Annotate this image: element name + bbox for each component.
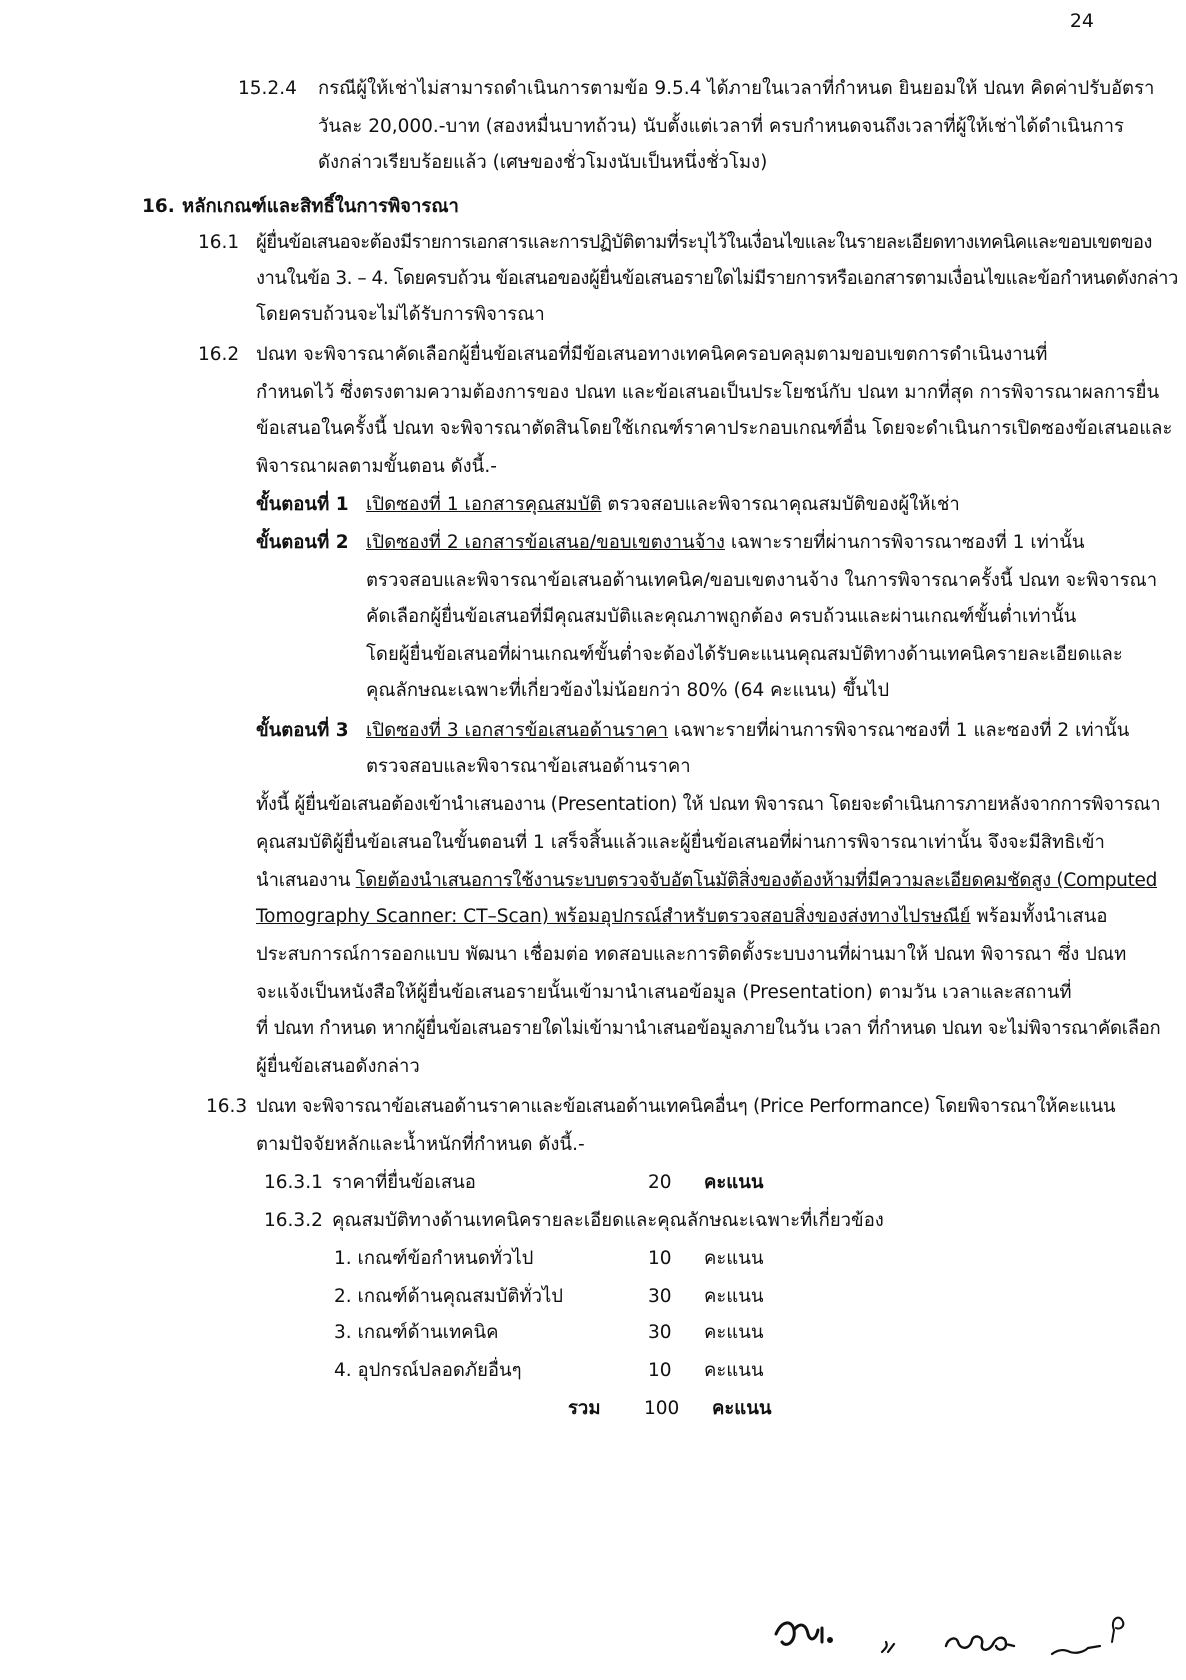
subitem-1-score: 10 (648, 1248, 672, 1269)
clause-16-3-line-2: ตามปัจจัยหลักและน้ำหนักที่กำหนด ดังนี้.- (256, 1134, 585, 1155)
presentation-line-5: ประสบการณ์การออกแบบ พัฒนา เชื่อมต่อ ทดสอบและการติดตั้งระบบงานที่ผ่านมาให้ ปณท พิจารณา ซึ่ง ปณท (256, 944, 1127, 965)
total-label: รวม (568, 1398, 601, 1419)
clause-16-1-line-2: งานในข้อ 3. – 4. โดยครบถ้วน ข้อเสนอของผู้ยื่นข้อเสนอรายใดไม่มีรายการหรือเอกสารตามเงื่อนไขและข้อกำหนดดังกล่าว (256, 268, 1178, 289)
total-score: 100 (644, 1398, 680, 1419)
presentation-line-3-start: นำเสนองาน (256, 870, 356, 891)
step-2-line-2: ตรวจสอบและพิจารณาข้อเสนอด้านเทคนิค/ขอบเขตงานจ้าง ในการพิจารณาครั้งนี้ ปณท จะพิจารณา (366, 570, 1158, 591)
clause-16-2-line-1: ปณท จะพิจารณาคัดเลือกผู้ยื่นข้อเสนอที่มีข้อเสนอทางเทคนิคครอบคลุมตามขอบเขตการดำเนินงานที่ (256, 344, 1048, 365)
subitem-1-unit: คะแนน (704, 1248, 764, 1269)
clause-15-2-4-number: 15.2.4 (238, 78, 297, 99)
subitem-3-label: 3. เกณฑ์ด้านเทคนิค (334, 1322, 499, 1343)
clause-16-2-line-4: พิจารณาผลตามขั้นตอน ดังนี้.- (256, 456, 497, 477)
subitem-3-unit: คะแนน (704, 1322, 764, 1343)
clause-15-2-4-line-2: วันละ 20,000.-บาท (สองหมื่นบาทถ้วน) นับตั้งแต่เวลาที่ ครบกำหนดจนถึงเวลาที่ผู้ให้เช่าได้ดำเนินการ (318, 116, 1124, 137)
clause-15-2-4-line-1: กรณีผู้ให้เช่าไม่สามารถดำเนินการตามข้อ 9.5.4 ได้ภายในเวลาที่กำหนด ยินยอมให้ ปณท คิดค่าปรับอัตรา (318, 78, 1155, 99)
item-16-3-1-number: 16.3.1 (264, 1172, 323, 1193)
presentation-line-4-end: พร้อมทั้งนำเสนอ (970, 906, 1108, 927)
step-2-text: เฉพาะรายที่ผ่านการพิจารณาซองที่ 1 เท่านั้น (724, 532, 1085, 553)
page-number: 24 (1069, 10, 1094, 32)
step-3-row (366, 716, 1129, 746)
total-unit: คะแนน (712, 1398, 772, 1419)
item-16-3-1-score: 20 (648, 1172, 672, 1193)
presentation-line-2: คุณสมบัติผู้ยื่นข้อเสนอในขั้นตอนที่ 1 เสร็จสิ้นแล้วและผู้ยื่นข้อเสนอที่ผ่านการพิจารณาเท่านั้น จึงจะมีสิทธิเข้า (256, 832, 1105, 853)
presentation-line-4-underlined: Tomography Scanner: CT–Scan) พร้อมอุปกรณ์สำหรับตรวจสอบสิ่งของส่งทางไปรษณีย์ (256, 906, 971, 927)
initials-mark-4 (1052, 1646, 1100, 1654)
subitem-4-unit: คะแนน (704, 1360, 764, 1381)
step-1-label: ขั้นตอนที่ 1 (256, 494, 349, 515)
clause-16-3-number: 16.3 (206, 1096, 248, 1117)
step-2-link: เปิดซองที่ 2 เอกสารข้อเสนอ/ขอบเขตงานจ้าง (366, 532, 725, 553)
step-1-text: ตรวจสอบและพิจารณาคุณสมบัติของผู้ให้เช่า (601, 494, 960, 515)
item-16-3-1-unit: คะแนน (704, 1172, 764, 1193)
presentation-line-4 (256, 902, 1107, 932)
subitem-4-label: 4. อุปกรณ์ปลอดภัยอื่นๆ (334, 1360, 522, 1381)
subitem-2-unit: คะแนน (704, 1286, 764, 1307)
section-16-number: 16. (142, 196, 175, 217)
presentation-line-3 (256, 866, 1157, 896)
step-1-link: เปิดซองที่ 1 เอกสารคุณสมบัติ (366, 494, 602, 515)
step-2-line-3: คัดเลือกผู้ยื่นข้อเสนอที่มีคุณสมบัติและคุณภาพถูกต้อง ครบถ้วนและผ่านเกณฑ์ขั้นต่ำเท่านั้น (366, 606, 1077, 627)
clause-15-2-4-line-3: ดังกล่าวเรียบร้อยแล้ว (เศษของชั่วโมงนับเป็นหนึ่งชั่วโมง) (318, 152, 768, 173)
step-3-line-2: ตรวจสอบและพิจารณาข้อเสนอด้านราคา (366, 756, 691, 777)
handwritten-initials (770, 1590, 1150, 1670)
step-3-link: เปิดซองที่ 3 เอกสารข้อเสนอด้านราคา (366, 720, 669, 741)
subitem-3-score: 30 (648, 1322, 672, 1343)
presentation-line-8: ผู้ยื่นข้อเสนอดังกล่าว (256, 1056, 420, 1077)
subitem-1-label: 1. เกณฑ์ข้อกำหนดทั่วไป (334, 1248, 534, 1269)
initials-dot (829, 1639, 832, 1642)
step-2-line-4: โดยผู้ยื่นข้อเสนอที่ผ่านเกณฑ์ขั้นต่ำจะต้องได้รับคะแนนคุณสมบัติทางด้านเทคนิครายละเอียดและ (366, 644, 1123, 665)
clause-16-1-line-1: ผู้ยื่นข้อเสนอจะต้องมีรายการเอกสารและการปฏิบัติตามที่ระบุไว้ในเงื่อนไขและในรายละเอียดทางเทคนิคและขอบเขตของ (256, 232, 1152, 253)
item-16-3-2-label: คุณสมบัติทางด้านเทคนิครายละเอียดและคุณลักษณะเฉพาะที่เกี่ยวข้อง (332, 1210, 884, 1231)
item-16-3-1-label: ราคาที่ยื่นข้อเสนอ (332, 1172, 476, 1193)
subitem-2-label: 2. เกณฑ์ด้านคุณสมบัติทั่วไป (334, 1286, 564, 1307)
initials-mark-1 (776, 1623, 822, 1644)
presentation-line-7: ที่ ปณท กำหนด หากผู้ยื่นข้อเสนอรายใดไม่เข้ามานำเสนอข้อมูลภายในวัน เวลา ที่กำหนด ปณท จะไม่พิจารณาคัดเลือก (256, 1018, 1161, 1039)
section-16-title: หลักเกณฑ์และสิทธิ์ในการพิจารณา (182, 196, 459, 217)
presentation-line-6: จะแจ้งเป็นหนังสือให้ผู้ยื่นข้อเสนอรายนั้นเข้ามานำเสนอข้อมูล (Presentation) ตามวัน เวลาและสถานที่ (256, 982, 1072, 1003)
step-2-line-5: คุณลักษณะเฉพาะที่เกี่ยวข้องไม่น้อยกว่า 80% (64 คะแนน) ขึ้นไป (366, 680, 890, 701)
step-3-text: เฉพาะรายที่ผ่านการพิจารณาซองที่ 1 และซองที่ 2 เท่านั้น (668, 720, 1130, 741)
clause-16-2-number: 16.2 (198, 344, 240, 365)
clause-16-1-number: 16.1 (198, 232, 240, 253)
initials-mark-3 (946, 1637, 1014, 1650)
step-1-row (366, 490, 960, 520)
item-16-3-2-number: 16.3.2 (264, 1210, 323, 1231)
clause-16-3-line-1: ปณท จะพิจารณาข้อเสนอด้านราคาและข้อเสนอด้านเทคนิคอื่นๆ (Price Performance) โดยพิจารณาให้คะแนน (256, 1096, 1116, 1117)
step-2-row (366, 528, 1085, 558)
clause-16-2-line-2: กำหนดไว้ ซึ่งตรงตามความต้องการของ ปณท และข้อเสนอเป็นประโยชน์กับ ปณท มากที่สุด การพิจารณาผลการยื่น (256, 382, 1160, 403)
step-3-label: ขั้นตอนที่ 3 (256, 720, 349, 741)
presentation-line-1: ทั้งนี้ ผู้ยื่นข้อเสนอต้องเข้านำเสนองาน (Presentation) ให้ ปณท พิจารณา โดยจะดำเนินการภายหลังจากการพิจารณา (256, 794, 1161, 815)
initials-mark-5 (1112, 1618, 1123, 1642)
clause-16-2-line-3: ข้อเสนอในครั้งนี้ ปณท จะพิจารณาตัดสินโดยใช้เกณฑ์ราคาประกอบเกณฑ์อื่น โดยจะดำเนินการเปิดซองข้อเสนอและ (256, 418, 1173, 439)
presentation-line-3-underlined: โดยต้องนำเสนอการใช้งานระบบตรวจจับอัตโนมัติสิ่งของต้องห้ามที่มีความละเอียดคมชัดสูง (Computed (355, 870, 1158, 891)
subitem-2-score: 30 (648, 1286, 672, 1307)
clause-16-1-line-3: โดยครบถ้วนจะไม่ได้รับการพิจารณา (256, 304, 545, 325)
initials-mark-2 (882, 1642, 894, 1652)
subitem-4-score: 10 (648, 1360, 672, 1381)
step-2-label: ขั้นตอนที่ 2 (256, 532, 349, 553)
